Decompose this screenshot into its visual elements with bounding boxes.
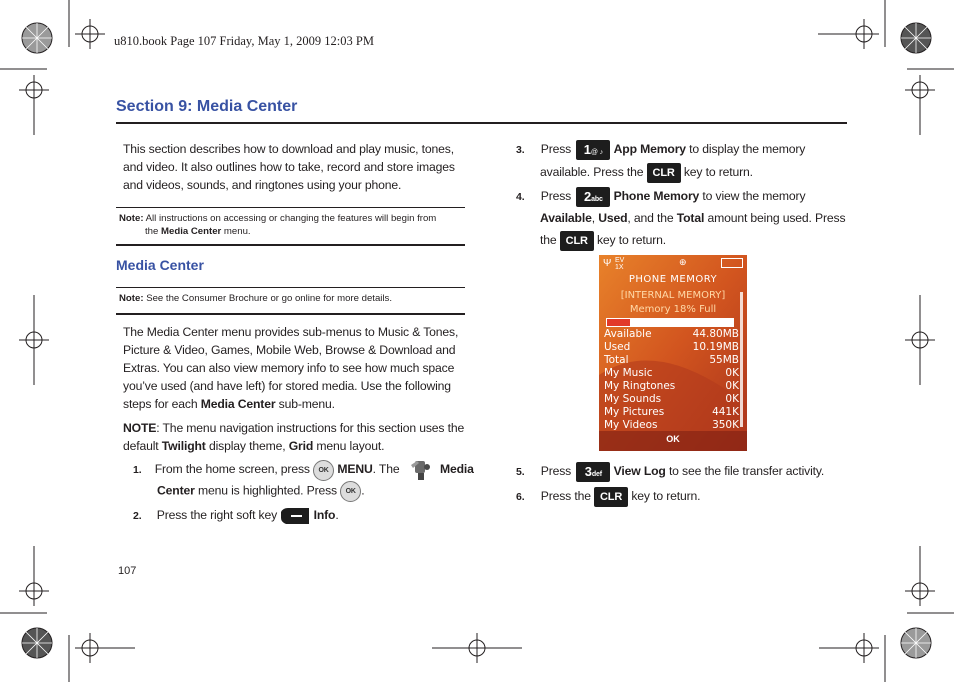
- step-text: Press the: [540, 489, 591, 504]
- center-label: Center: [157, 483, 195, 498]
- step-text: key to return.: [593, 233, 667, 248]
- ok-key-icon: OK: [340, 481, 361, 502]
- media-center-paragraph: [123, 323, 468, 413]
- memory-row: [604, 419, 739, 432]
- memory-bar: [606, 318, 734, 327]
- step-text: Press: [540, 464, 572, 479]
- note2-rule-bottom: [116, 313, 465, 315]
- memory-row-label: Available: [604, 328, 652, 340]
- step-text: Press: [540, 142, 572, 157]
- media-label: Media: [439, 462, 474, 477]
- info-label: Info: [313, 508, 336, 523]
- step-text: available. Press the: [540, 165, 644, 180]
- step-2: 2. Press the right soft key Info.: [133, 506, 468, 526]
- memory-row-value: 10.19MB: [692, 341, 739, 353]
- note2-rule-top: [116, 287, 465, 288]
- ev-indicator: EV: [615, 257, 625, 264]
- book-header: u810.book Page 107 Friday, May 1, 2009 12:03 PM: [114, 34, 374, 48]
- clr-key-icon: CLR: [647, 163, 681, 183]
- step-number: 3.: [516, 144, 525, 157]
- step-3: [516, 140, 846, 183]
- memory-row-label: My Pictures: [604, 406, 665, 418]
- memory-row: [604, 354, 739, 367]
- memory-row-label: My Videos: [604, 419, 658, 431]
- right-soft-key-icon: [280, 506, 310, 526]
- para-line: Picture & Video, Games, Mobile Web, Browse & Download and: [123, 343, 456, 357]
- step-text: menu is highlighted. Press: [194, 483, 337, 498]
- step-number: 5.: [516, 466, 525, 479]
- note-2: [119, 293, 464, 306]
- step-number: 4.: [516, 191, 525, 204]
- key-3-icon: 3def: [576, 462, 610, 482]
- step-number: 6.: [516, 491, 525, 504]
- key-1-icon: 1@ ♪: [576, 140, 610, 160]
- phone-memory-screen: [599, 255, 747, 451]
- step-4: 4. Press 2abc Phone Memory to view the memory Available, Used, and the Total amount being used. Press the CLR key to return.: [516, 187, 846, 251]
- ok-softkey[interactable]: OK: [666, 434, 680, 444]
- para-line: The Media Center menu provides sub-menus to Music & Tones,: [123, 325, 459, 339]
- memory-row: [604, 393, 739, 406]
- page-number: 107: [118, 565, 137, 577]
- memory-row: [604, 341, 739, 354]
- note2-text: See the Consumer Brochure or go online for more details.: [146, 293, 393, 304]
- media-center-icon: [409, 459, 435, 481]
- step-text: to view the memory: [699, 189, 806, 204]
- memory-bar-fill: [607, 319, 630, 326]
- status-bar: [601, 257, 745, 271]
- memory-row-label: My Sounds: [604, 393, 662, 405]
- ok-key-icon: OK: [313, 460, 334, 481]
- section-rule: [116, 122, 847, 124]
- memory-row: [604, 406, 739, 419]
- subsection-title: Media Center: [116, 257, 204, 273]
- section-title: Section 9: Media Center: [116, 98, 298, 115]
- step-1: 1. From the home screen, press OK MENU. The Media Center menu is highlighted. Press OK .: [133, 459, 468, 502]
- step-text: key to return.: [628, 489, 701, 504]
- para-line: steps for each Media Center sub-menu.: [123, 397, 335, 411]
- note-label: Note:: [119, 213, 144, 224]
- step-6: [516, 487, 846, 507]
- memory-row-value: 441K: [712, 406, 739, 418]
- key-2-icon: 2abc: [576, 187, 610, 207]
- memory-row-label: My Ringtones: [604, 380, 676, 392]
- note-text: All instructions on accessing or changing the features will begin from: [145, 213, 437, 224]
- step-text: to see the file transfer activity.: [665, 464, 825, 479]
- note2-label: Note:: [119, 293, 144, 304]
- internal-memory-label: [INTERNAL MEMORY]: [620, 290, 726, 301]
- clr-key-icon: CLR: [560, 231, 594, 251]
- memory-full-text: Memory 18% Full: [629, 304, 717, 315]
- step-text: Press: [540, 189, 572, 204]
- note-rule-top: [116, 207, 465, 208]
- signal-icon: Ψ: [603, 258, 612, 269]
- para-line: you’ve used (and have left) for stored media. Use the following: [123, 379, 451, 393]
- nav-note-line-2: default Twilight display theme, Grid menu layout.: [123, 439, 385, 453]
- memory-row-value: 55MB: [709, 354, 739, 366]
- memory-row-value: 0K: [725, 380, 739, 392]
- step-text: key to return.: [680, 165, 753, 180]
- note-rule-bottom: [116, 244, 465, 246]
- memory-row-value: 0K: [725, 393, 739, 405]
- clr-key-icon: CLR: [594, 487, 628, 507]
- view-log-label: View Log: [613, 464, 666, 479]
- note-text-2: the: [145, 225, 162, 237]
- memory-row-value: 350K: [712, 419, 739, 431]
- phone-memory-label: Phone Memory: [613, 189, 700, 204]
- intro-paragraph: This section describes how to download and play music, tones, and video. It also outlines how to take, record and store images and videos, sounds, and ringtones using your phone.: [123, 142, 455, 192]
- memory-row-label: Used: [604, 341, 631, 353]
- note-text-3: menu.: [221, 225, 251, 237]
- screen-title: PHONE MEMORY: [628, 274, 718, 285]
- step-text: Press the right soft key: [156, 508, 278, 523]
- step-text: . The: [372, 462, 400, 477]
- menu-label: MENU: [337, 462, 373, 477]
- memory-row-value: 0K: [725, 367, 739, 379]
- app-memory-label: App Memory: [613, 142, 686, 157]
- note-1: [119, 213, 464, 238]
- memory-row-label: My Music: [604, 367, 653, 379]
- step-5: [516, 462, 846, 482]
- globe-icon: ⊕: [679, 257, 687, 267]
- memory-row-value: 44.80MB: [692, 328, 739, 340]
- step-text: the: [540, 233, 557, 248]
- memory-row: [604, 328, 739, 341]
- navigation-note: [123, 419, 468, 455]
- para-line: Extras. You can also view memory info to see how much space: [123, 361, 455, 375]
- step-number: 1.: [133, 464, 142, 477]
- memory-row-label: Total: [604, 354, 629, 366]
- step-text: to display the memory: [685, 142, 806, 157]
- memory-row: [604, 367, 739, 380]
- note-bold: Media Center: [161, 225, 222, 237]
- 1x-indicator: 1X: [615, 264, 624, 271]
- step-text: From the home screen, press: [154, 462, 310, 477]
- memory-row: [604, 380, 739, 393]
- battery-icon: [721, 258, 743, 268]
- nav-note-line-1: NOTE: The menu navigation instructions for this section uses the: [123, 421, 465, 435]
- step-number: 2.: [133, 510, 142, 523]
